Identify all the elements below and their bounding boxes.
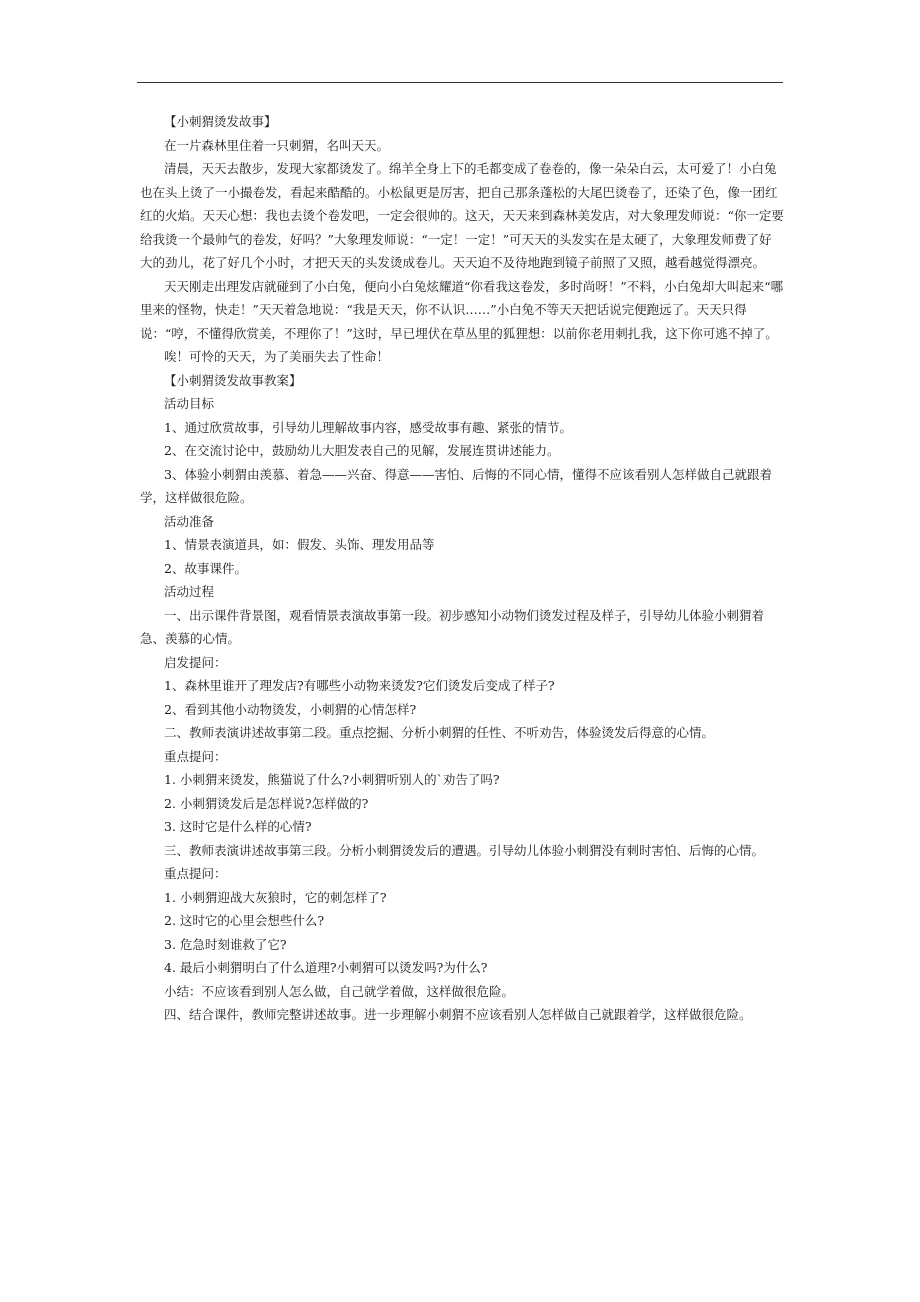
story-paragraph: 在一片森林里住着一只刺猬，名叫天天。 [164,137,390,153]
question-item: 1. 小刺猬迎战大灰狼时，它的刺怎样了? [164,889,387,905]
prep-heading: 活动准备 [164,513,215,529]
step-2-questions-heading: 重点提问： [164,748,227,764]
step-1: 一、出示课件背景图，观看情景表演故事第一段。初步感知小动物们烫发过程及样子，引导幼儿体验小刺猬着急、羡慕的心情。 [140,607,765,646]
header-rule [137,82,783,83]
prep-item: 2、故事课件。 [164,560,247,576]
step-3: 三、教师表演讲述故事第三段。分析小刺猬烫发后的遭遇。引导幼儿体验小刺猬没有刺时害怕、后悔的心情。 [164,842,765,858]
question-item: 2. 这时它的心里会想些什么? [164,913,325,928]
question-item: 2. 小刺猬烫发后是怎样说?怎样做的? [164,795,369,811]
goals-heading: 活动目标 [164,396,215,411]
prep-item: 1、情景表演道具，如：假发、头饰、理发用品等 [164,537,435,552]
story-paragraph: 清晨，天天去散步，发现大家都烫发了。绵羊全身上下的毛都变成了卷卷的，像一朵朵白云，太可爱了！小白兔也在头上烫了一小撮卷发，看起来酷酷的。小松鼠更是厉害，把自己那条蓬松的大尾巴烫卷了，还染了色，像一团红红的火焰。天天心想：我也去烫个卷发吧，一定会很帅的。这天，天天来到森林美发店，对大象理发师说：“你一定要给我烫一个最帅气的卷发，好吗？”大象理发师说：“一定！一定！”可天天的头发实在是太硬了，大象理发师费了好大的劲儿，花了好几个小时，才把天天的头发烫成卷儿。天天迫不及待地跑到镜子前照了又照，越看越觉得漂亮。 [140,161,784,270]
question-item: 2、看到其他小动物烫发，小刺猬的心情怎样? [164,701,417,717]
step-2: 二、教师表演讲述故事第二段。重点挖掘、分析小刺猬的任性、不听劝告，体验烫发后得意的心情。 [164,725,715,740]
document-body [140,110,784,1027]
summary: 小结：不应该看到别人怎么做，自己就学着做，这样做很危险。 [164,983,515,999]
step-3-questions-heading: 重点提问： [164,866,227,881]
question-item: 4. 最后小刺猬明白了什么道理?小刺猬可以烫发吗?为什么? [164,960,488,975]
question-item: 1、森林里谁开了理发店?有哪些小动物来烫发?它们烫发后变成了样子? [164,678,555,693]
goal-item: 1、通过欣赏故事，引导幼儿理解故事内容，感受故事有趣、紧张的情节。 [164,419,572,435]
process-heading: 活动过程 [164,584,215,599]
question-item: 3. 危急时刻谁救了它? [164,936,287,952]
goal-item: 2、在交流讨论中，鼓励幼儿大胆发表自己的见解，发展连贯讲述能力。 [164,443,560,458]
step-1-questions-heading: 启发提问： [164,654,227,670]
question-item: 1. 小刺猬来烫发，熊猫说了什么?小刺猬听别人的`劝告了吗? [164,772,500,787]
story-title: 【小刺猬烫发故事】 [164,114,277,129]
story-paragraph: 唉！可怜的天天，为了美丽失去了性命！ [164,349,390,364]
goal-item: 3、体验小刺猬由羡慕、着急——兴奋、得意——害怕、后悔的不同心情，懂得不应该看别人怎样做自己就跟着学，这样做很危险。 [140,466,772,505]
story-paragraph: 天天刚走出理发店就碰到了小白兔，便向小白兔炫耀道“你看我这卷发，多时尚呀！”不料，小白兔却大叫起来“哪里来的怪物，快走！”天天着急地说：“我是天天，你不认识……”小白兔不等天天把话说完便跑远了。天天只得说：“哼，不懂得欣赏美，不理你了！”这时，早已埋伏在草丛里的狐狸想：以前你老用刺扎我，这下你可逃不掉了。 [140,278,784,341]
step-4: 四、结合课件，教师完整讲述故事。进一步理解小刺猬不应该看别人怎样做自己就跟着学，这样做很危险。 [164,1007,752,1022]
question-item: 3. 这时它是什么样的心情? [164,819,312,834]
plan-title: 【小刺猬烫发故事教案】 [164,372,302,388]
